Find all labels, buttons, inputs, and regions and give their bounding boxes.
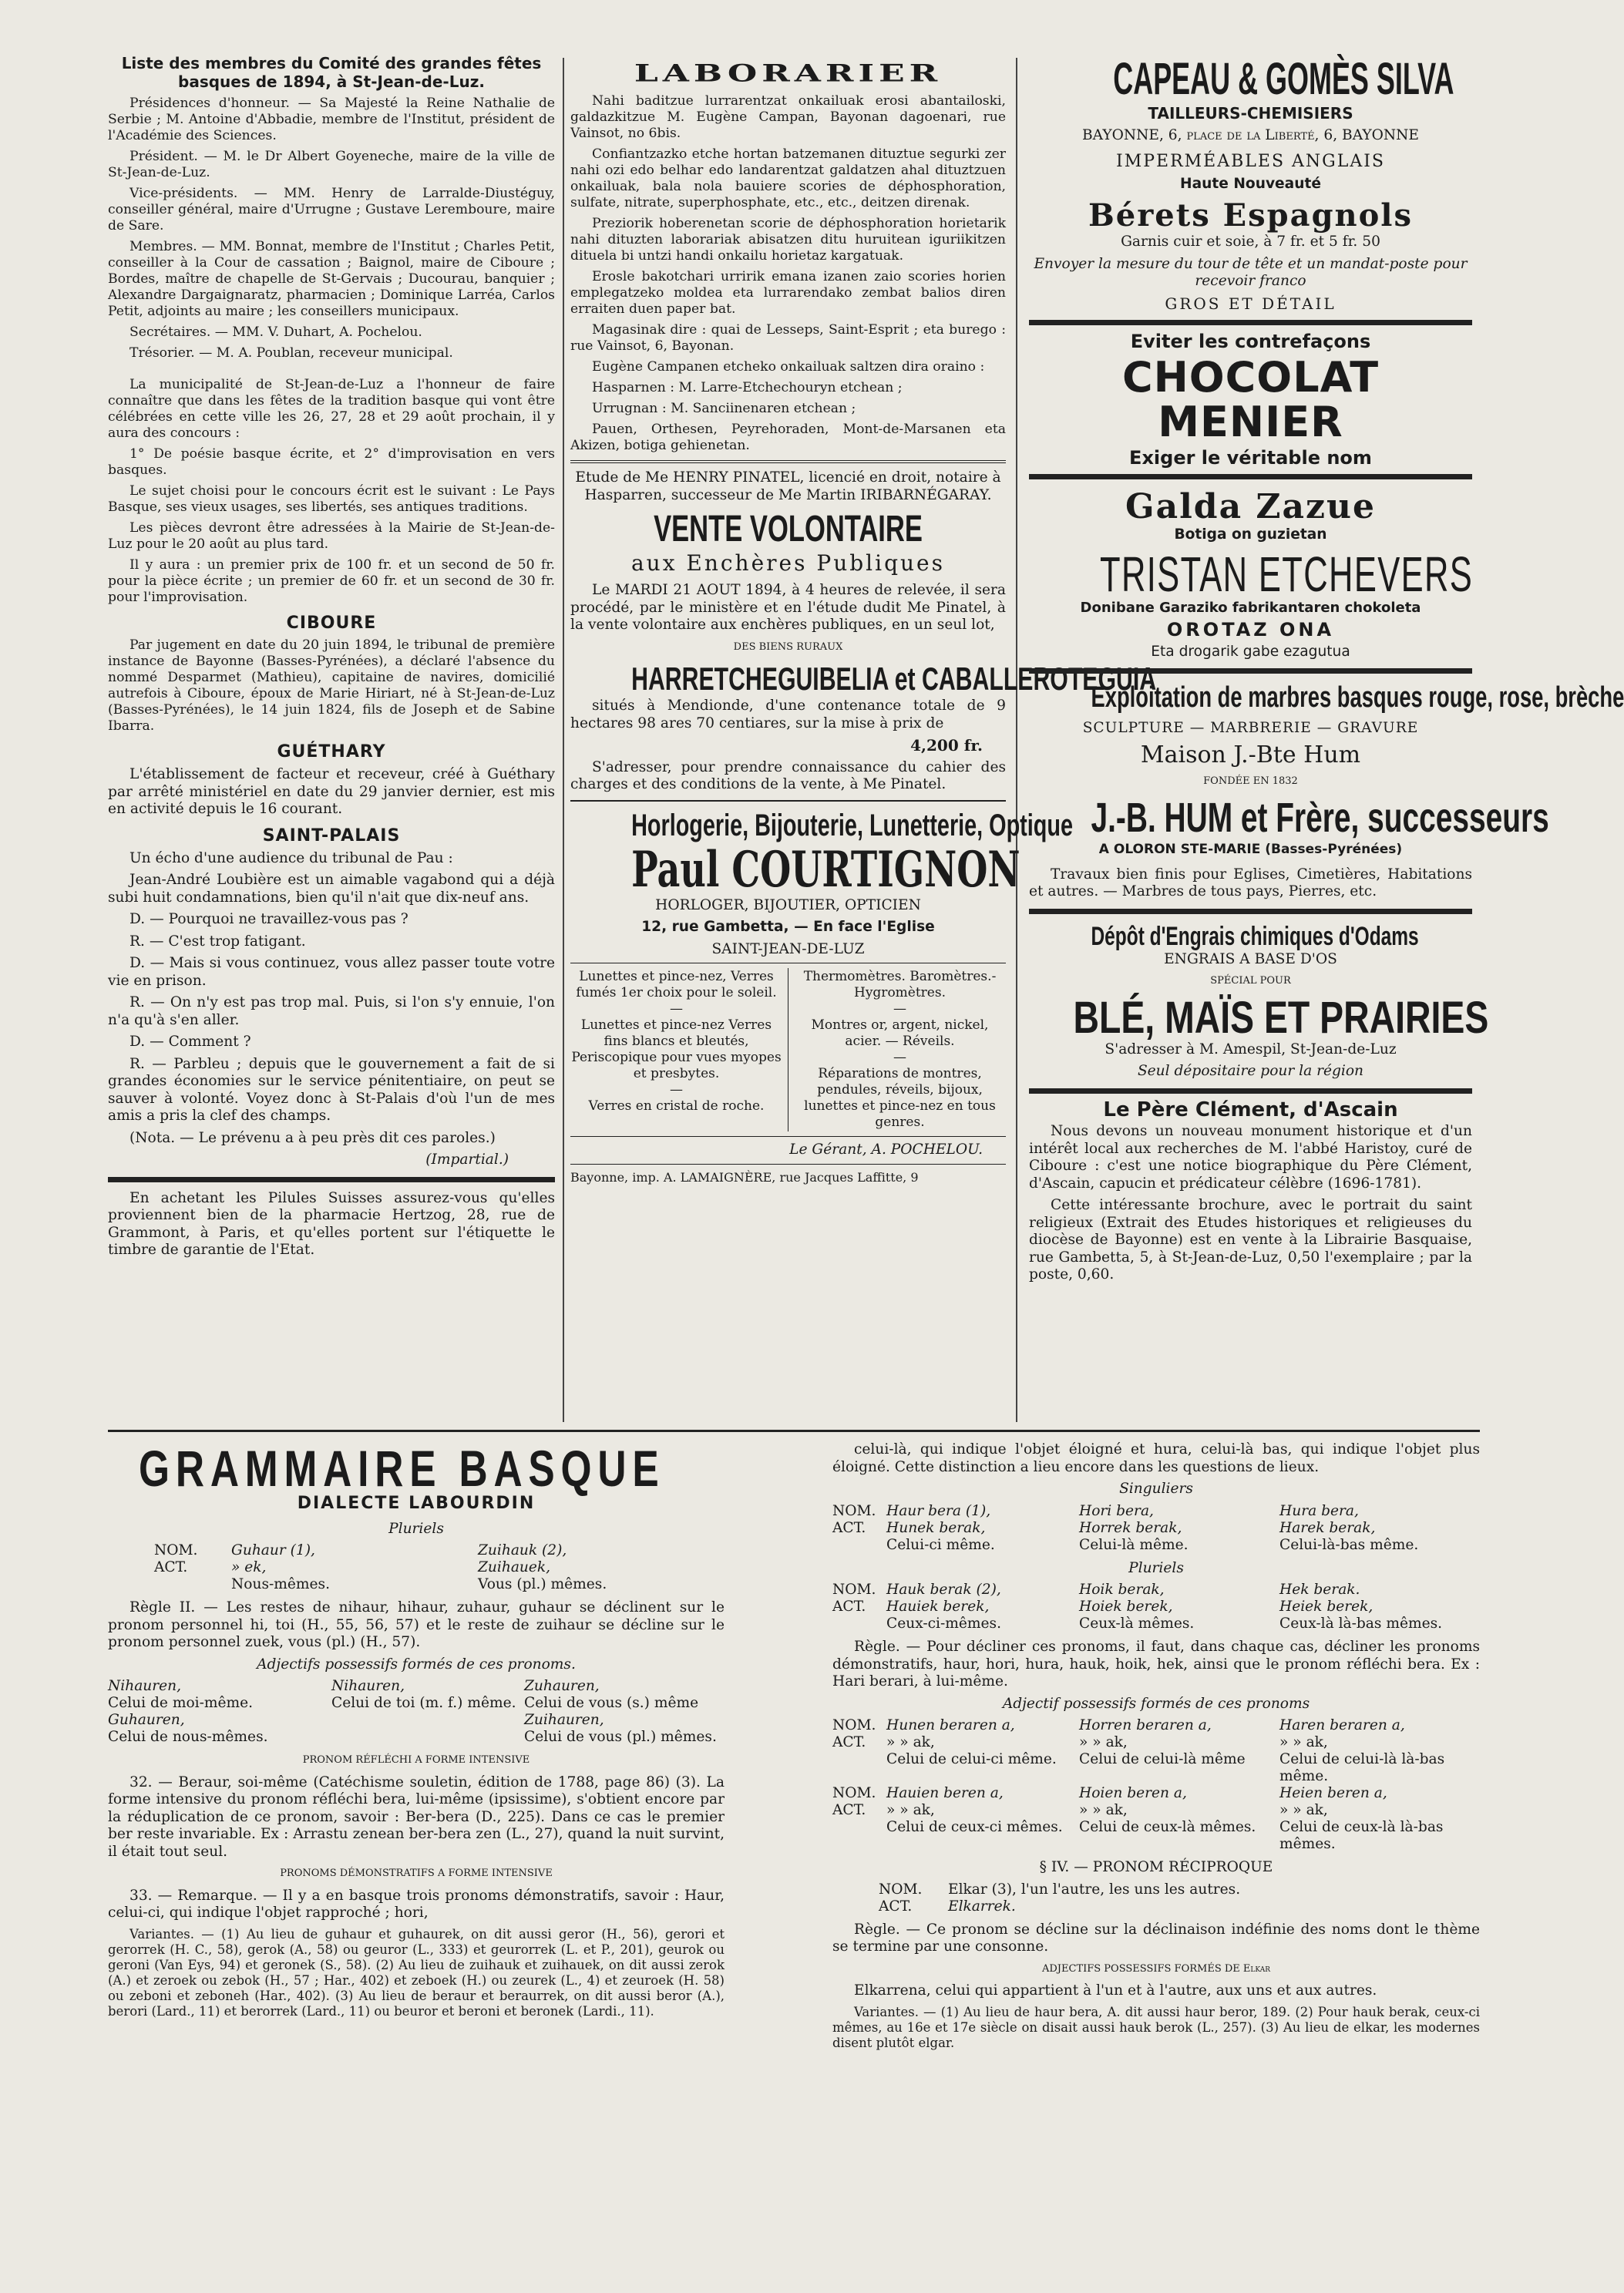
section-iv-label: § IV. — PRONOM RÉCIPROQUE: [1039, 1859, 1273, 1875]
pluriels2-table: [832, 1582, 1480, 1632]
pere-title: Le Père Clément, d'Ascain: [1103, 1098, 1398, 1121]
comite-title: Liste des membres du Comité des grandes fêtes basques de 1894, à St-Jean-de-Luz.: [121, 54, 542, 91]
eviter-label: Eviter les contrefaçons: [1130, 331, 1371, 352]
gerant-credit: Le Gérant, A. POCHELOU.: [789, 1141, 983, 1158]
concours-para: Le sujet choisi pour le concours écrit est le suivant : Le Pays Basque, ses vieux usages, ses libertés, ses antiques traditions.: [108, 483, 555, 515]
translation: Ceux-ci-mêmes.: [886, 1616, 1002, 1632]
translation: Celui de vous (pl.) mêmes.: [524, 1729, 717, 1745]
divider: [570, 1164, 1006, 1165]
eta-label: Eta drogarik gabe ezagutua: [1151, 643, 1350, 660]
translation: Ceux-là mêmes.: [1079, 1616, 1195, 1632]
bayonne-address: BAYONNE, 6, place de la Liberté, 6, BAYONNE: [1082, 126, 1419, 143]
depot-title: Dépôt d'Engrais chimiques d'Odams: [1091, 921, 1419, 951]
form: Horren beraren a,: [1079, 1717, 1212, 1733]
product-item: Thermomètres. Baromètres.-Hygromètres.: [803, 969, 997, 1000]
divider: [108, 1177, 555, 1182]
product-item: —: [893, 1050, 906, 1065]
product-item: —: [670, 1082, 683, 1098]
tailleurs-label: TAILLEURS-CHEMISIERS: [1148, 104, 1353, 123]
form: Elkar (3), l'un l'autre, les uns les autres.: [948, 1881, 1241, 1898]
haute-label: Haute Nouveauté: [1180, 175, 1321, 192]
impartial-credit: (Impartial.): [425, 1152, 509, 1168]
translation: Celui de toi (m. f.) même.: [331, 1695, 516, 1711]
amespil-text: S'adresser à M. Amespil, St-Jean-de-Luz: [1105, 1041, 1397, 1057]
chocolat-title: CHOCOLAT: [1121, 352, 1380, 402]
comite-para: Président. — M. le Dr Albert Goyeneche, maire de la ville de St-Jean-de-Luz.: [108, 149, 555, 180]
divider: [570, 1136, 1006, 1137]
translation: Celui-là-bas même.: [1279, 1536, 1419, 1553]
form: Guhauren,: [108, 1712, 185, 1728]
ciboure-text: Par jugement en date du 20 juin 1894, le tribunal de première instance de Bayonne (Basses-Pyrénées), a déclaré l'absence du nommé Desparmet (Mathieu), capitaine de navires, domicilié autrefois à Ciboure, époux de Marie Hiriart, né à St-Jean-de-Luz (Basses-Pyrénées), le 14 juin 1824, fils de Joseph et de Sabine Ibarra.: [108, 637, 555, 734]
grammaire-left: [108, 1441, 725, 2024]
variantes2-text: Variantes. — (1) Au lieu de haur bera, A. dit aussi haur beror, 189. (2) Pour hauk berak, ceux-ci mêmes, au 16e et 17e siècle on disait aussi hauk berok (L., 257). (3) Au lieu de elkar, les modernes disent plutôt elgar.: [832, 2004, 1480, 2050]
situes-text: situés à Mendionde, d'une contenance totale de 9 hectares 98 ares 70 centiares, sur la mise à prix de: [570, 698, 1006, 731]
courtignon-address: 12, rue Gambetta, — En face l'Eglise: [641, 919, 935, 935]
imprimerie-credit: Bayonne, imp. A. LAMAIGNÈRE, rue Jacques Laffitte, 9: [570, 1169, 919, 1185]
grammaire-subtitle: DIALECTE LABOURDIN: [297, 1494, 536, 1513]
regle3-text: Règle. — Ce pronom se décline sur la déclinaison indéfinie des noms dont le thème se termine par une consonne.: [832, 1921, 1480, 1955]
form: Hori bera,: [1079, 1502, 1154, 1519]
singuliers-table: [832, 1503, 1480, 1554]
divider: [1029, 474, 1472, 479]
adjectifs-label: Adjectifs possessifs formés de ces pronoms.: [257, 1656, 576, 1673]
translation: Celui de ceux-là là-bas mêmes.: [1279, 1819, 1444, 1852]
form: Hek berak.: [1279, 1582, 1360, 1598]
pluriels2-label: Pluriels: [1128, 1559, 1184, 1576]
form: » » ak,: [1079, 1734, 1128, 1750]
column-rule: [563, 58, 564, 1422]
pilules-notice: En achetant les Pilules Suisses assurez-vous qu'elles proviennent bien de la pharmacie Hertzog, 28, rue de Grammont, à Paris, et qu'elles portent sur l'étiquette le timbre de garantie de l'Etat.: [108, 1189, 555, 1258]
form: Heiek berek,: [1279, 1599, 1374, 1615]
courtignon-title: Paul COURTIGNON: [631, 840, 1020, 899]
comite-para: Membres. — MM. Bonnat, membre de l'Institut ; Charles Petit, conseiller à la Cour de cassation ; Baignol, maire de Ciboure ; Bordes, maître de chapelle de St-Gervais ; Ducourau, banquier ; Alexandre Dargaignaratz, pharmacien ; Dominique Larréa, Carlos Petit, adjoints au maire ; les conseillers municipaux.: [108, 239, 555, 319]
case-label: NOM.: [832, 1502, 876, 1519]
donibane-label: Donibane Garaziko fabrikantaren chokoleta: [1080, 599, 1421, 616]
translation: Celui de nous-mêmes.: [108, 1729, 268, 1745]
translation: Celui de vous (s.) même: [524, 1695, 699, 1711]
case-label: [154, 1576, 231, 1593]
marbres-title: Exploitation de marbres basques rouge, rose, brèche: [1091, 681, 1624, 714]
concours-para: Les pièces devront être adressées à la Mairie de St-Jean-de-Luz pour le 20 août au plus tard.: [108, 520, 555, 552]
pere-text: Nous devons un nouveau monument historique et d'un intérêt local aux recherches de M. l'abbé Haristoy, curé de Ciboure : c'est une notice biographique du Père Clément, d'Ascain, capucin et prédicateur célèbre (1696-1781).: [1029, 1123, 1472, 1192]
saintpalais-line: D. — Mais si vous continuez, vous allez passer toute votre vie en prison.: [108, 955, 555, 989]
horloger-label: HORLOGER, BIJOUTIER, OPTICIEN: [655, 896, 921, 913]
case-label: ACT.: [832, 1519, 866, 1536]
p33-text: 33. — Remarque. — Il y a en basque trois pronoms démonstratifs, savoir : Haur, celui-ci, qui indique l'objet rapproché ; hori,: [108, 1887, 725, 1921]
horlogerie-title: Horlogerie, Bijouterie, Lunetterie, Optique: [631, 808, 1073, 842]
translation: Celui de moi-même.: [108, 1695, 254, 1711]
botiga-label: Botiga on guzietan: [1174, 526, 1327, 543]
divider: [1029, 909, 1472, 914]
grammaire-title: GRAMMAIRE BASQUE: [139, 1440, 665, 1497]
special-label: SPÉCIAL POUR: [1210, 975, 1291, 987]
product-item: —: [893, 1001, 906, 1017]
fondee-label: FONDÉE EN 1832: [1203, 775, 1298, 787]
oloron-label: A OLORON STE-MARIE (Basses-Pyrénées): [1098, 842, 1403, 857]
form: Zuhauren,: [524, 1678, 600, 1694]
product-item: Réparations de montres, pendules, réveils, bijoux, lunettes et pince-nez en tous genres.: [804, 1066, 996, 1130]
product-item: Montres or, argent, nickel, acier. — Réveils.: [811, 1017, 989, 1049]
ble-title: BLÉ, MAÏS ET PRAIRIES: [1073, 992, 1489, 1043]
variantes-text: Variantes. — (1) Au lieu de guhaur et guhaurek, on dit aussi geror (H., 56), gerori et gerorrek (H. C., 58), gerok (A., 58) ou geuror (L., 333) et geurorrek (L. et P., 201), geurok ou geroni (Van Eys, 94) et geronek (S., 58). (2) Au lieu de zuihauk et zuihauek, on dit aussi zerok (A.) et zeroek ou zebok (H., 57 ; Har., 402) et zeboek (H.) ou zeurek (L., 4) et zeuroek (H. 58) ou zeboni et zeboneh (Har., 402). (3) Au lieu de beraur et beraurrek, on dit aussi beror (A.), berori (Lard., 11) et berorrek (Lard., 11) ou beuror et beroni et beronek (Lardi., 11).: [108, 1926, 725, 2019]
labor-para: Nahi baditzue lurrarentzat onkailuak erosi abantailoski, galdazkitzue M. Eugène Campan, Bayonan dagoenari, rue Vainsot, no 6bis.: [570, 93, 1006, 141]
impermeables-label: IMPERMÉABLES ANGLAIS: [1116, 152, 1385, 171]
seul-text: Seul dépositaire pour la région: [1137, 1063, 1364, 1079]
saintpalais-line: R. — C'est trop fatigant.: [129, 933, 306, 950]
form: Hunen beraren a,: [886, 1717, 1015, 1733]
labor-para: Confiantzazko etche hortan batzemanen dituztue segurki zer nahi ozi edo belhar edo landarentzat galdatzen ahal dituztzuen onkailuak, bala nola bauiere scories de déphosphoration, sulfate, nitrate, superphosphate, etc., etc., deitzen direnak.: [570, 146, 1006, 210]
form: Zuihauek,: [478, 1559, 551, 1575]
form: » ek,: [231, 1559, 267, 1575]
case-label: NOM.: [879, 1881, 923, 1898]
divider: [570, 460, 1006, 463]
laborarier-title: LABORARIER: [634, 59, 943, 88]
case-label: [832, 1537, 886, 1554]
labor-para: Eugène Campanen etcheko onkailuak saltzen dira oraino :: [592, 359, 985, 375]
exiger-label: Exiger le véritable nom: [1129, 446, 1372, 469]
vente-text: Le MARDI 21 AOUT 1894, à 4 heures de relevée, il sera procédé, par le ministère et en l'étude dudit Me Pinatel, à la vente volontaire aux enchères publiques, en un seul lot,: [570, 582, 1006, 633]
case-label: NOM.: [832, 1785, 876, 1801]
column-1: [108, 54, 555, 1264]
grammaire-right: [832, 1441, 1480, 2056]
biens-label: DES BIENS RURAUX: [733, 640, 843, 653]
adj2-table: [832, 1717, 1480, 1853]
saintpalais-line: Jean-André Loubière est un aimable vagabond qui a déjà subi huit condamnations, bien qu'il n'ait que dix-neuf ans.: [108, 872, 555, 906]
form: Hauiek berek,: [886, 1599, 990, 1615]
travaux-text: Travaux bien finis pour Eglises, Cimetières, Habitations et autres. — Marbres de tous pays, Pierres, etc.: [1029, 866, 1472, 899]
concours-para: La municipalité de St-Jean-de-Luz a l'honneur de faire connaître que dans les fêtes de la tradition basque qui vont être célébrées en cette ville les 26, 27, 28 et 29 août prochain, il y aura des concours :: [108, 377, 555, 441]
comite-para: Trésorier. — M. A. Poublan, receveur municipal.: [129, 345, 453, 361]
form: [331, 1712, 524, 1729]
gros-label: GROS ET DÉTAIL: [1165, 294, 1337, 313]
form: Hoiek berek,: [1079, 1599, 1173, 1615]
saintpalais-line: D. — Pourquoi ne travaillez-vous pas ?: [129, 911, 409, 927]
translation: Celui de celui-ci même.: [886, 1751, 1057, 1767]
menier-title: MENIER: [1158, 397, 1343, 446]
product-item: —: [670, 1001, 683, 1017]
translation: Nous-mêmes.: [231, 1576, 330, 1592]
form: » » ak,: [1279, 1802, 1328, 1818]
pluriels-table: [154, 1542, 725, 1593]
saintpalais-line: R. — Parbleu ; depuis que le gouvernement a fait de si grandes économies sur le service pénitentiaire, on peut se sauver à volonté. Voyez donc à St-Palais d'où l'un de mes amis a pris la clef des champs.: [108, 1055, 555, 1124]
case-label: [832, 1751, 886, 1785]
case-label: NOM.: [832, 1717, 876, 1733]
berets-title: Bérets Espagnols: [1088, 197, 1414, 234]
elkarrena-text: Elkarrena, celui qui appartient à l'un et à l'autre, aux uns et aux autres.: [854, 1982, 1377, 1999]
translation: Celui de ceux-ci mêmes.: [886, 1819, 1063, 1835]
labor-para: Magasinak dire : quai de Lesseps, Saint-Esprit ; eta burego : rue Vainsot, 6, Bayonan.: [570, 322, 1006, 354]
form: » » ak,: [886, 1734, 935, 1750]
product-item: Verres en cristal de roche.: [588, 1098, 765, 1114]
galda-title: Galda Zazue: [1125, 487, 1376, 526]
translation: Vous (pl.) mêmes.: [478, 1576, 607, 1592]
tristan-title: TRISTAN ETCHEVERS: [1100, 546, 1474, 602]
guethary-title: GUÉTHARY: [277, 742, 386, 762]
form: Elkarrek.: [948, 1898, 1016, 1915]
ciboure-title: CIBOURE: [286, 614, 377, 633]
divider: [1029, 320, 1472, 325]
pronom-reflechi-label: PRONOM RÉFLÉCHI A FORME INTENSIVE: [302, 1754, 530, 1766]
case-label: NOM.: [154, 1542, 198, 1558]
saintpalais-line: Un écho d'une audience du tribunal de Pau :: [129, 849, 453, 866]
translation: [331, 1729, 524, 1746]
jbhum-title: J.-B. HUM et Frère, successeurs: [1091, 795, 1549, 841]
comite-para: Secrétaires. — MM. V. Duhart, A. Pochelou.: [129, 324, 422, 340]
singuliers-label: Singuliers: [1119, 1481, 1193, 1497]
adjectifs-table: [108, 1678, 725, 1746]
translation: Celui de ceux-là mêmes.: [1079, 1819, 1256, 1835]
column-rule: [1016, 58, 1017, 1422]
translation: Celui-ci même.: [886, 1536, 995, 1553]
guethary-text: L'établissement de facteur et receveur, créé à Guéthary par arrêté ministériel en date du 29 janvier dernier, est mis en activité depuis le 16 courant.: [108, 766, 555, 817]
encheres-title: aux Enchères Publiques: [630, 550, 945, 576]
harret-title: HARRETCHEGUIBELIA et CABALLEROTEGUIA: [631, 661, 1157, 697]
case-label: [832, 1819, 886, 1853]
pluriels-label: Pluriels: [388, 1520, 444, 1537]
form: » » ak,: [1079, 1802, 1128, 1818]
form: Hoik berak,: [1079, 1582, 1165, 1598]
p32-text: 32. — Beraur, soi-même (Catéchisme souletin, édition de 1788, page 86) (3). La forme intensive du pronom réfléchi bera, lui-même (ipsissime), s'obtient encore par la réduplication de ce pronom, savoir : Ber-bera (D., 225). Dans ce cas le premier ber reste invariable. Ex : Arrastu zenean ber-bera zen (L., 27), quand la nuit survint, il était tout seul.: [108, 1774, 725, 1860]
form: » » ak,: [886, 1802, 935, 1818]
orotaz-label: OROTAZ ONA: [1166, 619, 1335, 640]
case-label: ACT.: [879, 1898, 913, 1915]
translation: Celui-là même.: [1079, 1536, 1189, 1553]
form: Heien beren a,: [1279, 1785, 1387, 1801]
product-item: Lunettes et pince-nez Verres fins blancs et bleutés, Periscopique pour vues myopes et presbytes.: [571, 1017, 782, 1081]
saintpalais-title: SAINT-PALAIS: [262, 825, 401, 846]
courtignon-products: [570, 968, 1006, 1131]
maison-title: Maison J.-Bte Hum: [1140, 741, 1361, 768]
concours-para: 1° De poésie basque écrite, et 2° d'improvisation en vers basques.: [108, 446, 555, 478]
adj3-label: ADJECTIFS POSSESSIFS FORMÉS DE Elkar: [1041, 1962, 1271, 1975]
divider: [570, 800, 1006, 802]
comite-para: Vice-présidents. — MM. Henry de Larralde-Diustéguy, conseiller général, maire d'Urrugne ; Gustave Lerembourе, maire de Sare.: [108, 186, 555, 234]
garnis-text: Garnis cuir et soie, à 7 fr. et 5 fr. 50: [1121, 234, 1380, 250]
comite-para: Présidences d'honneur. — Sa Majesté la Reine Nathalie de Serbie ; M. Antoine d'Abbadie, membre de l'Institut, président de l'Académie des Sciences.: [108, 96, 555, 143]
form: Hauk berak (2),: [886, 1582, 1001, 1598]
form: Zuihauren,: [524, 1712, 604, 1728]
adj2-label: Adjectif possessifs formés de ces pronoms: [1002, 1695, 1310, 1712]
saintpalais-line: D. — Comment ?: [129, 1034, 251, 1050]
concours-para: Il y aura : un premier prix de 100 fr. et un second de 50 fr. pour la pièce écrite ; un premier de 60 fr. et un second de 30 fr. pour l'improvisation.: [108, 557, 555, 605]
translation: Celui de celui-là même: [1079, 1751, 1246, 1767]
translation: Ceux-là là-bas mêmes.: [1279, 1616, 1443, 1632]
right-intro: celui-là, qui indique l'objet éloigné et hura, celui-là bas, qui indique l'objet plus éloigné. Cette distinction a lieu encore dans les questions de lieux.: [832, 1441, 1480, 1475]
sculpture-label: SCULPTURE — MARBRERIE — GRAVURE: [1082, 720, 1419, 736]
vente-title: VENTE VOLONTAIRE: [654, 509, 923, 550]
divider: [1029, 668, 1472, 674]
etude-notice: Etude de Me HENRY PINATEL, licencié en droit, notaire à Hasparren, successeur de Me Martin IRIBARNÉGARAY.: [575, 469, 1001, 503]
sadresser-text: S'adresser, pour prendre connaissance du cahier des charges et des conditions de la vente, à Me Pinatel.: [570, 758, 1006, 792]
divider: [108, 1430, 1480, 1432]
envoyer-text: Envoyer la mesure du tour de tête et un mandat-poste pour recevoir franco: [1034, 255, 1468, 289]
capeau-title: CAPEAU & GOMÈS SILVA: [1113, 54, 1454, 104]
case-label: ACT.: [832, 1734, 866, 1750]
saintpalais-line: (Nota. — Le prévenu a à peu près dit ces paroles.): [129, 1129, 496, 1146]
elkar-table: [879, 1881, 1480, 1915]
labor-para: Preziorik hoberenetan scorie de déphosphoration horietarik nahi dituzten laborariak abisatzen ditu huruitean iguriikitzen dituela bi untzi handi onkailu horietaz kargatuak.: [570, 216, 1006, 264]
product-item: Lunettes et pince-nez, Verres fumés 1er choix pour le soleil.: [576, 969, 777, 1000]
pronoms-dem-label: PRONOMS DÉMONSTRATIFS A FORME INTENSIVE: [280, 1868, 553, 1879]
form: Haur bera (1),: [886, 1502, 991, 1519]
form: Hunek berak,: [886, 1519, 986, 1536]
case-label: [832, 1616, 886, 1632]
translation: Celui de celui-là là-bas même.: [1279, 1751, 1445, 1784]
form: Haren beraren a,: [1279, 1717, 1405, 1733]
form: Nihauren,: [108, 1678, 182, 1694]
column-2: [570, 54, 1157, 1191]
pere-text: Cette intéressante brochure, avec le portrait du saint religieux (Extrait des Etudes historiques et religieuses du diocèse de Bayonne) est en vente à la Librairie Basquaise, rue Gambetta, 5, à St-Jean-de-Luz, 0,50 l'exemplaire ; par la poste, 0,60.: [1029, 1197, 1472, 1283]
column-3: [1029, 54, 1624, 1289]
regle2-text: Règle II. — Les restes de nihaur, hihaur, zuhaur, guhaur se déclinent sur le pronom personnel hi, toi (H., 55, 56, 57) et le reste de zuihaur se décline sur le pronom personnel zuek, vous (pl.) (H., 57).: [108, 1599, 725, 1650]
divider: [1029, 1088, 1472, 1094]
form: Nihauren,: [331, 1678, 405, 1694]
form: Harek berak,: [1279, 1519, 1376, 1536]
courtignon-city: SAINT-JEAN-DE-LUZ: [711, 940, 865, 957]
form: Hauien beren a,: [886, 1785, 1004, 1801]
case-label: ACT.: [832, 1599, 866, 1615]
engrais-label: ENGRAIS A BASE D'OS: [1164, 950, 1337, 967]
form: » » ak,: [1279, 1734, 1328, 1750]
saintpalais-line: R. — On n'y est pas trop mal. Puis, si l'on s'y ennuie, l'on n'a qu'à s'en aller.: [108, 994, 555, 1028]
regle-text: Règle. — Pour décliner ces pronoms, il faut, dans chaque cas, décliner les pronoms démonstratifs, haur, hori, hura, hauk, hoik, hek, ainsi que le pronom réfléchi bera. Ex : Hari berari, à lui-même.: [832, 1639, 1480, 1689]
mise-a-prix: 4,200 fr.: [910, 736, 983, 755]
case-label: ACT.: [832, 1802, 866, 1818]
labor-para: Hasparnen : M. Larre-Etchechouryn etchean ;: [592, 380, 903, 395]
form: Hura bera,: [1279, 1502, 1359, 1519]
form: Hoien beren a,: [1079, 1785, 1187, 1801]
case-label: NOM.: [832, 1582, 876, 1598]
labor-para: Pauen, Orthesen, Peyrehoraden, Mont-de-Marsanen eta Akizen, botiga gehienetan.: [570, 422, 1006, 453]
form: Guhaur (1),: [231, 1542, 315, 1558]
form: Zuihauk (2),: [478, 1542, 567, 1558]
labor-para: Urrugnan : M. Sanciinenaren etchean ;: [592, 401, 856, 416]
labor-para: Erosle bakotchari urririk emana izanen zaio scories horien emplegatzeko moldea eta lurrarendako zembat balios diren erraiten duen paper bat.: [570, 269, 1006, 317]
form: Horrek berak,: [1079, 1519, 1182, 1536]
case-label: ACT.: [154, 1559, 188, 1575]
